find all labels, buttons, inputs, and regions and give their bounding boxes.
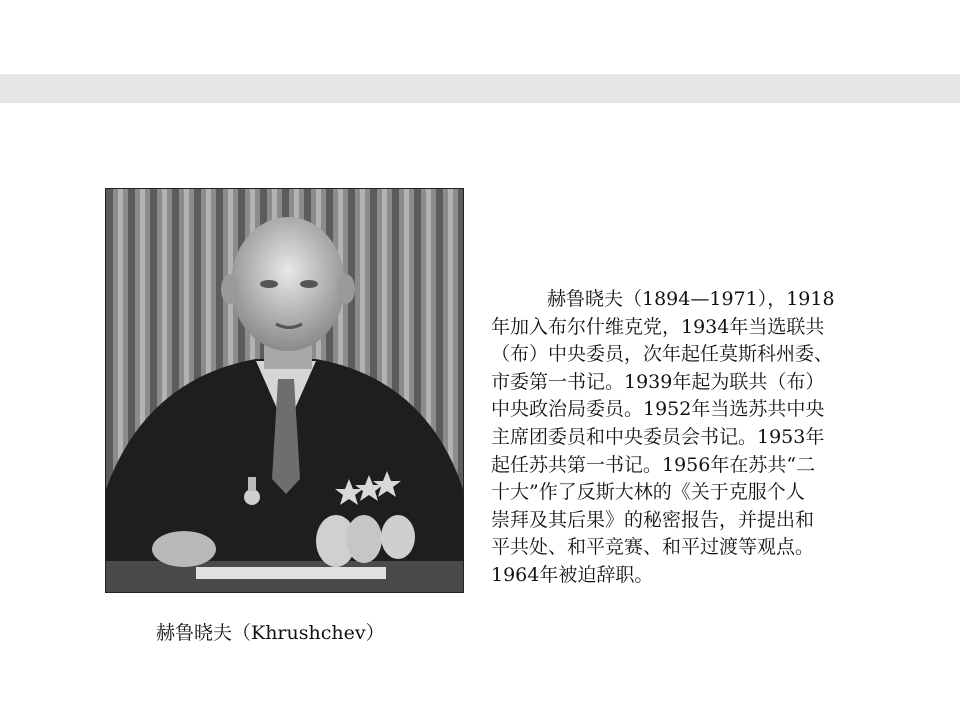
bio-line: 十大”作了反斯大林的《关于克服个人 <box>491 481 805 504</box>
biography-text <box>491 286 931 590</box>
bio-line: 年加入布尔什维克党，1934年当选联共 <box>491 315 825 338</box>
bio-line: 平共处、和平竞赛、和平过渡等观点。 <box>491 536 815 559</box>
photo-caption: 赫鲁晓夫（Khrushchev） <box>156 622 385 644</box>
bio-line: （布）中央委员，次年起任莫斯科州委、 <box>491 343 834 366</box>
bio-line: 起任苏共第一书记。1956年在苏共“二 <box>491 453 816 476</box>
bio-line: 崇拜及其后果》的秘密报告，并提出和 <box>491 508 815 531</box>
portrait-photo <box>105 188 464 593</box>
bio-line: 1964年被迫辞职。 <box>491 563 654 586</box>
bio-line: 市委第一书记。1939年起为联共（布） <box>491 370 825 393</box>
bio-line: 中央政治局委员。1952年当选苏共中央 <box>491 398 825 421</box>
bio-line: 主席团委员和中央委员会书记。1953年 <box>491 425 825 448</box>
header-band <box>0 74 960 103</box>
bio-line: 赫鲁晓夫（1894—1971），1918 <box>547 288 835 310</box>
